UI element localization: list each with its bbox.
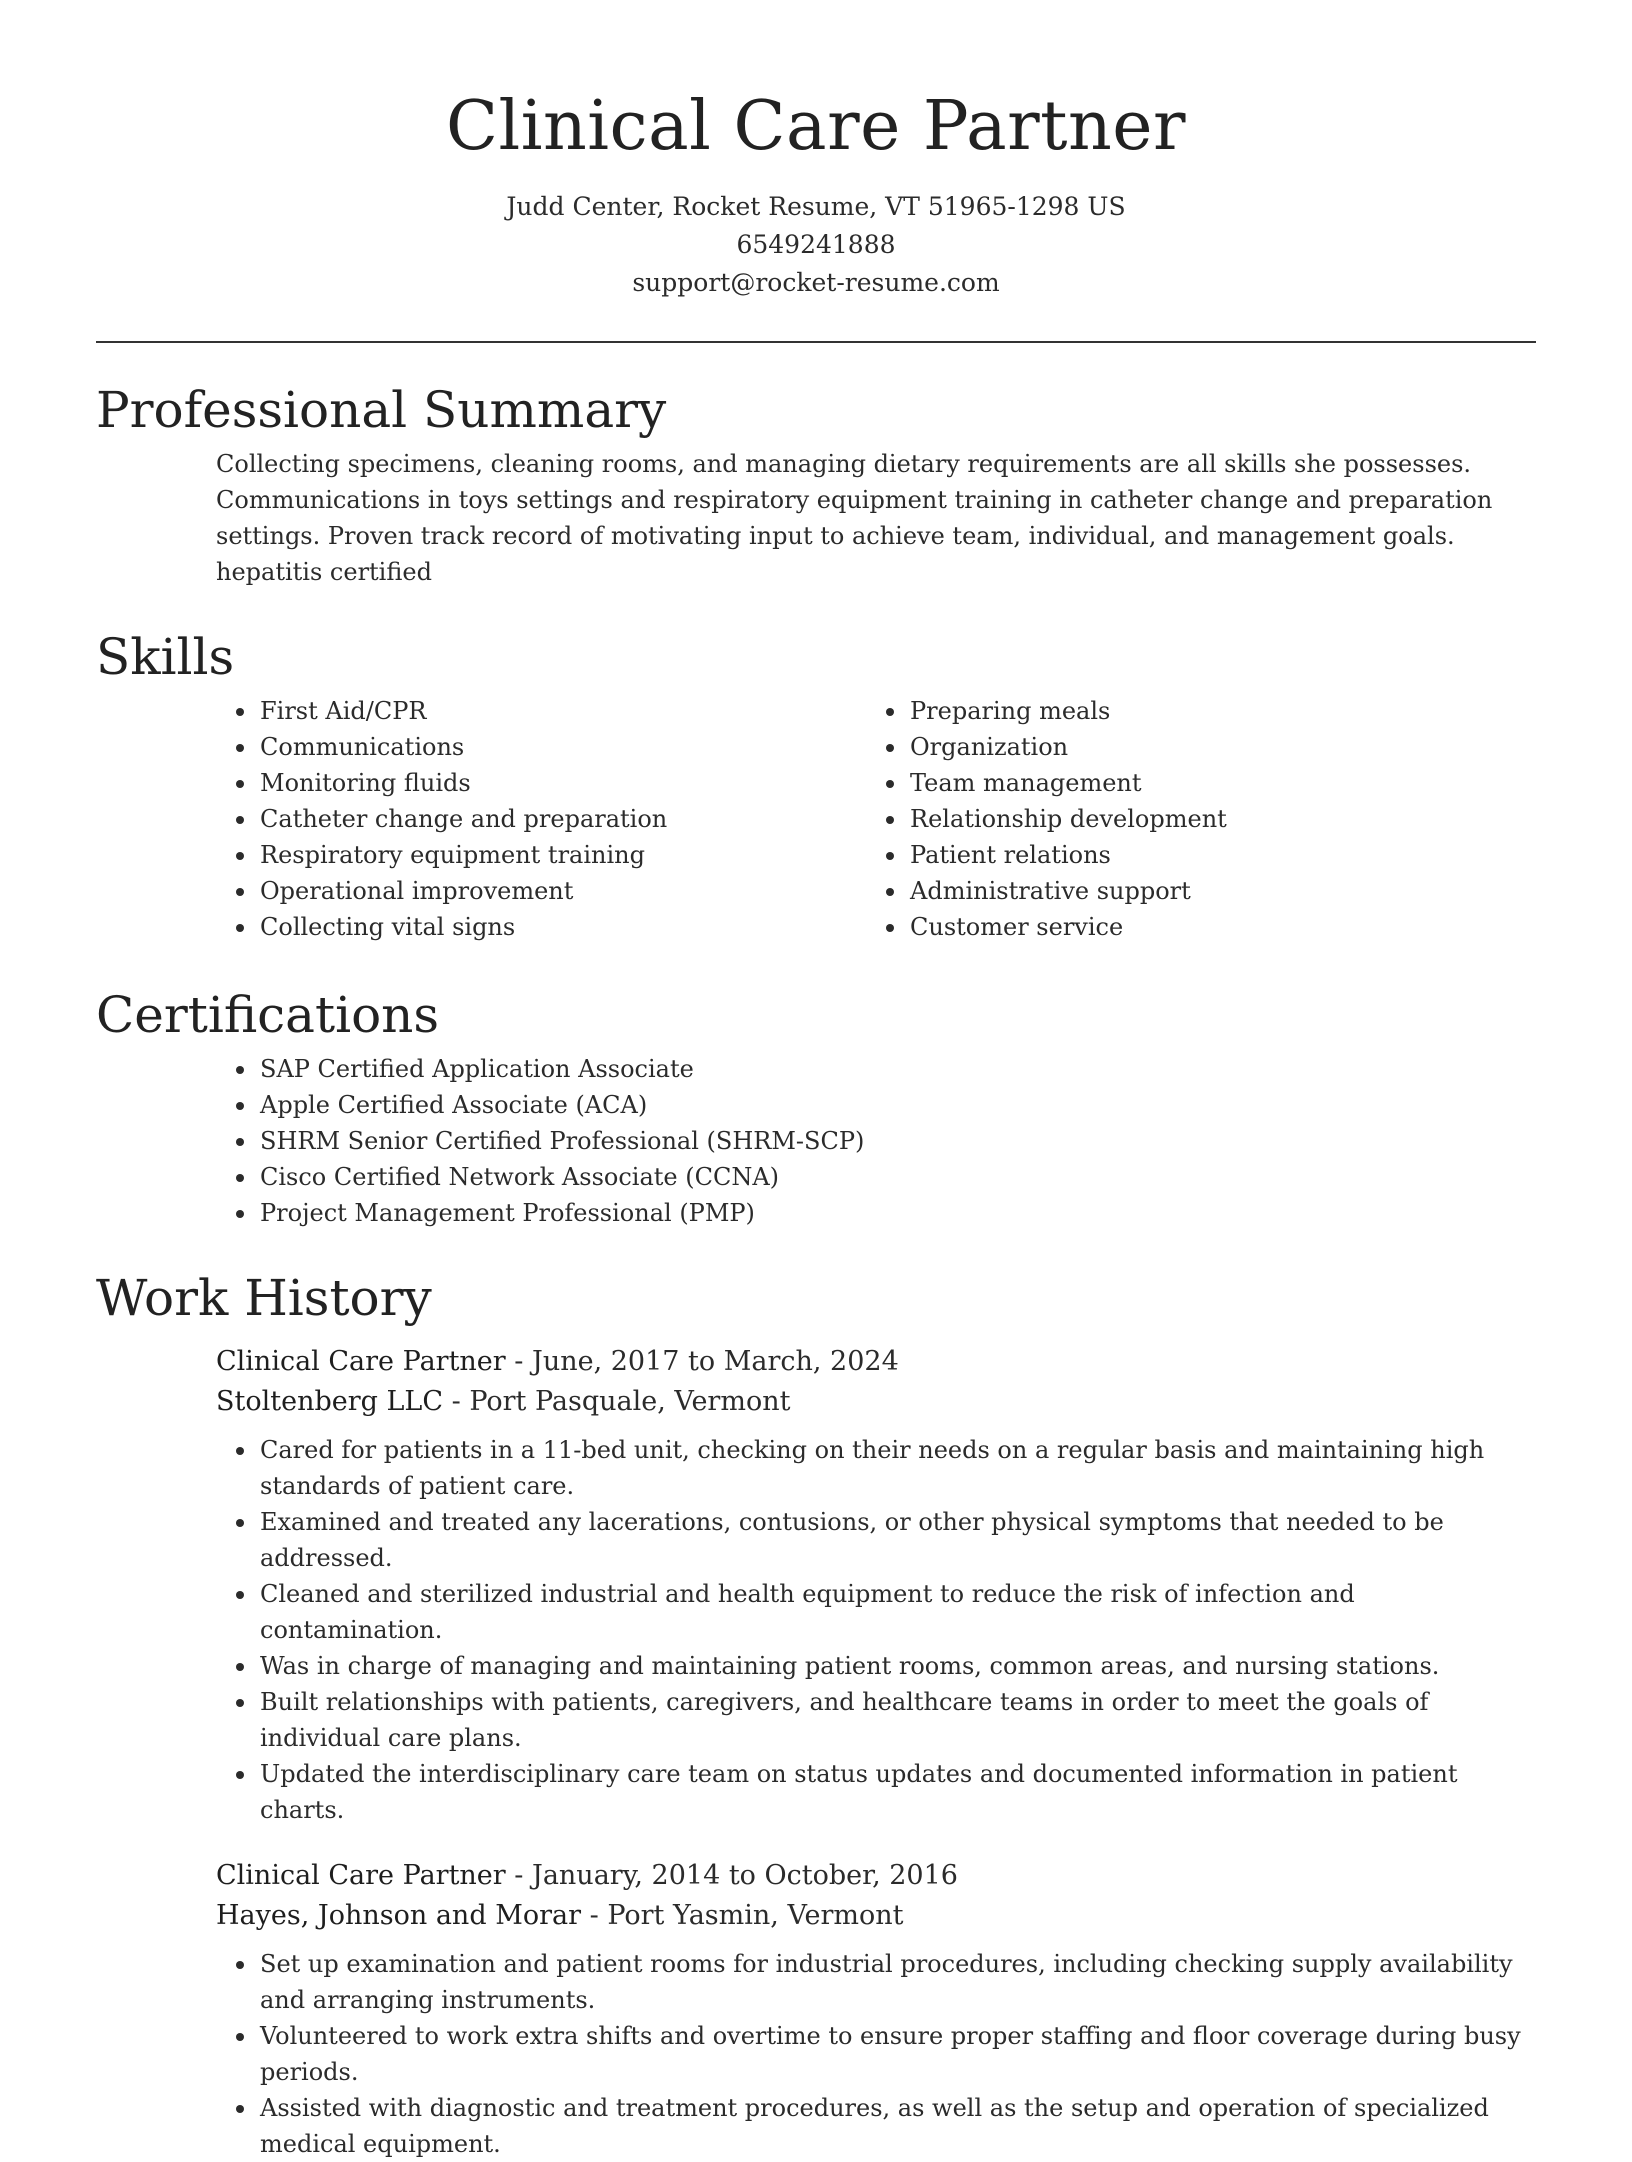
summary-text: Collecting specimens, cleaning rooms, and managing dietary requirements are all skills she possesses. Communications in toys settings and respiratory equipment training in catheter change and preparation settings. Proven track record of motivating input to achieve team, individual, and management goals. hepatitis certified xyxy=(216,450,1493,586)
resume-header xyxy=(0,0,1632,302)
job-bullets xyxy=(216,1946,1536,2162)
certifications-heading: Certifications xyxy=(96,986,440,1044)
skill-item: First Aid/CPR xyxy=(216,693,866,729)
skills-column-right xyxy=(866,693,1516,945)
certifications-list xyxy=(216,1051,1536,1231)
certifications-block xyxy=(216,1051,1536,1231)
job-title-line xyxy=(216,1856,1536,1896)
skill-item: Communications xyxy=(216,729,866,765)
skill-item: Patient relations xyxy=(866,837,1516,873)
certification-item: Project Management Professional (PMP) xyxy=(216,1195,1536,1231)
job-bullet: Examined and treated any lacerations, contusions, or other physical symptoms that needed to be addressed. xyxy=(216,1504,1536,1576)
certification-item: SAP Certified Application Associate xyxy=(216,1051,1536,1087)
skill-item: Organization xyxy=(866,729,1516,765)
job-bullet: Cleaned and sterilized industrial and health equipment to reduce the risk of infection and contamination. xyxy=(216,1576,1536,1648)
job-bullets xyxy=(216,1432,1536,1828)
skill-item: Team management xyxy=(866,765,1516,801)
job-company-line xyxy=(216,1382,1536,1422)
job-title-line xyxy=(216,1342,1536,1382)
job-location: Port Pasquale, Vermont xyxy=(469,1386,791,1417)
skill-item: Collecting vital signs xyxy=(216,909,866,945)
job-company: Hayes, Johnson and Morar xyxy=(216,1900,582,1931)
skills-list-right xyxy=(866,693,1516,945)
job-role: Clinical Care Partner xyxy=(216,1860,506,1891)
job-location: Port Yasmin, Vermont xyxy=(607,1900,904,1931)
job-separator: - xyxy=(505,1860,532,1891)
job-company: Stoltenberg LLC xyxy=(216,1386,444,1417)
job-separator: - xyxy=(443,1386,470,1417)
skill-item: Monitoring fluids xyxy=(216,765,866,801)
job-dates: June, 2017 to March, 2024 xyxy=(532,1346,899,1377)
header-divider xyxy=(96,341,1536,343)
summary-heading: Professional Summary xyxy=(96,381,667,439)
skills-columns xyxy=(216,693,1536,945)
work-history-heading: Work History xyxy=(96,1269,432,1327)
job-bullet: Updated the interdisciplinary care team on status updates and documented information in patient charts. xyxy=(216,1756,1536,1828)
job-entry xyxy=(216,1342,1536,1828)
job-bullet: Volunteered to work extra shifts and overtime to ensure proper staffing and floor coverage during busy periods. xyxy=(216,2018,1536,2090)
skill-item: Customer service xyxy=(866,909,1516,945)
job-entry xyxy=(216,1856,1536,2162)
work-history-section xyxy=(96,1268,1536,2162)
contact-email: support@rocket-resume.com xyxy=(632,268,1000,297)
job-company-line xyxy=(216,1896,1536,1936)
summary-section xyxy=(96,380,1536,590)
skills-heading: Skills xyxy=(96,628,235,686)
job-bullet: Was in charge of managing and maintaining patient rooms, common areas, and nursing stations. xyxy=(216,1648,1536,1684)
job-separator: - xyxy=(581,1900,608,1931)
job-bullet: Assisted with diagnostic and treatment procedures, as well as the setup and operation of specialized medical equipment. xyxy=(216,2090,1536,2162)
certification-item: SHRM Senior Certified Professional (SHRM-SCP) xyxy=(216,1123,1536,1159)
skills-section xyxy=(96,627,1536,945)
resume-name: Clinical Care Partner xyxy=(445,87,1187,166)
skill-item: Catheter change and preparation xyxy=(216,801,866,837)
skill-item: Relationship development xyxy=(866,801,1516,837)
job-dates: January, 2014 to October, 2016 xyxy=(532,1860,958,1891)
contact-block xyxy=(0,188,1632,302)
certification-item: Cisco Certified Network Associate (CCNA) xyxy=(216,1159,1536,1195)
certifications-section xyxy=(96,985,1536,1231)
job-separator: - xyxy=(505,1346,532,1377)
job-bullet: Set up examination and patient rooms for industrial procedures, including checking supply availability and arranging instruments. xyxy=(216,1946,1536,2018)
skill-item: Preparing meals xyxy=(866,693,1516,729)
skills-column-left xyxy=(216,693,866,945)
contact-phone: 6549241888 xyxy=(736,230,896,259)
job-bullet: Built relationships with patients, caregivers, and healthcare teams in order to meet the goals of individual care plans. xyxy=(216,1684,1536,1756)
certification-item: Apple Certified Associate (ACA) xyxy=(216,1087,1536,1123)
skill-item: Respiratory equipment training xyxy=(216,837,866,873)
job-bullet: Cared for patients in a 11-bed unit, checking on their needs on a regular basis and maintaining high standards of patient care. xyxy=(216,1432,1536,1504)
job-role: Clinical Care Partner xyxy=(216,1346,506,1377)
skill-item: Administrative support xyxy=(866,873,1516,909)
contact-address: Judd Center, Rocket Resume, VT 51965-1298 US xyxy=(506,192,1126,221)
skills-list-left xyxy=(216,693,866,945)
skill-item: Operational improvement xyxy=(216,873,866,909)
